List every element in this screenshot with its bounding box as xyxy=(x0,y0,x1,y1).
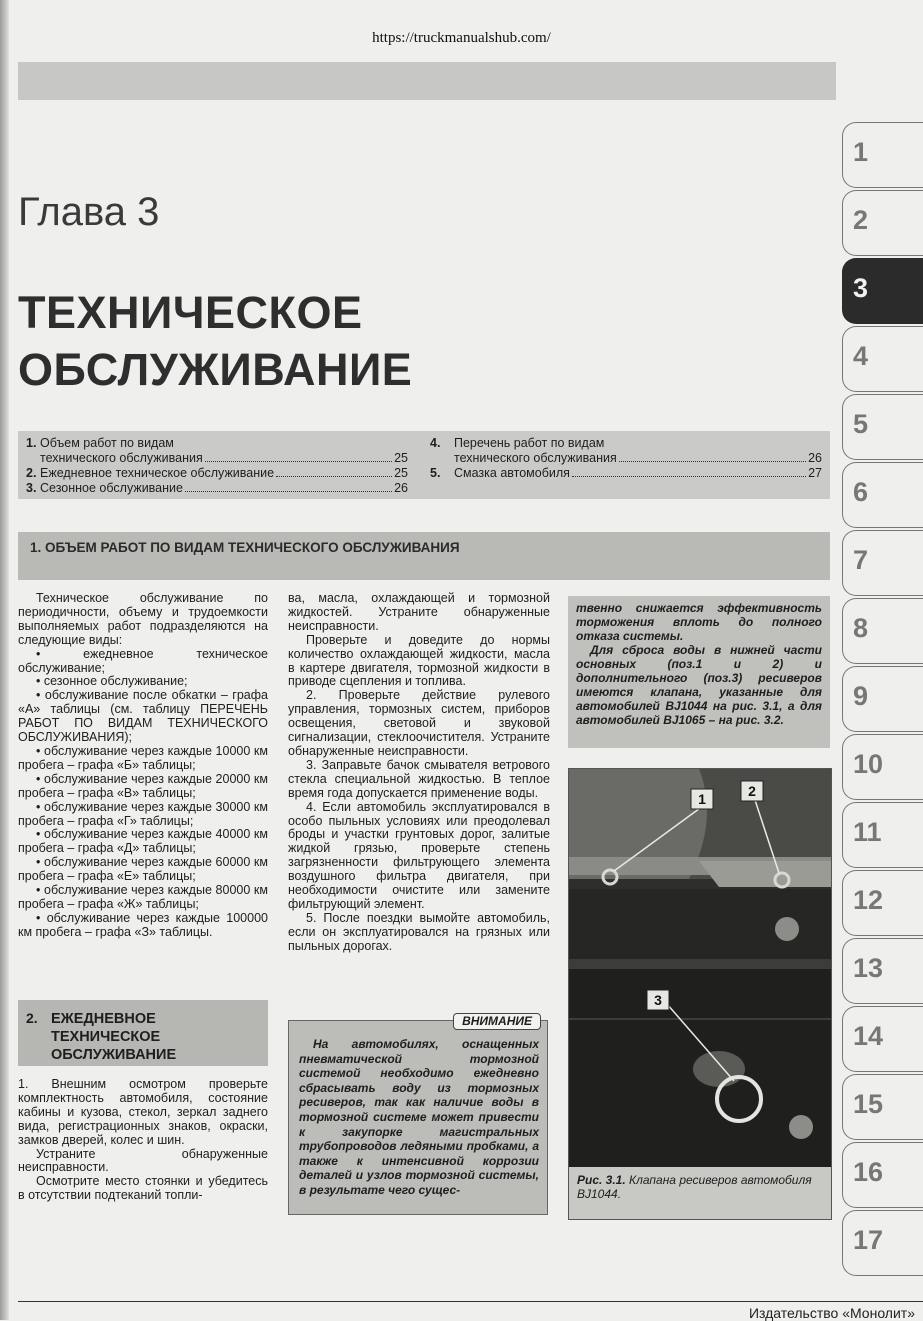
toc-page: 25 xyxy=(394,466,408,480)
tab-chapter-14[interactable]: 14 xyxy=(842,1006,923,1072)
section-1-header xyxy=(18,532,830,580)
toc-left-column xyxy=(26,436,408,496)
source-url[interactable]: https://truckmanualshub.com/ xyxy=(372,30,551,46)
toc-item-1-line2: технического обслуживания 25 xyxy=(40,451,408,465)
list-item: • обслуживание через каждые 20000 км пробега – графа «В» таблицы; xyxy=(18,771,268,800)
paragraph: 4. Если автомобиль эксплуатировался в особо пыльных условиях или преодолевал броды и участки грунтовых дорог, залитые жидкой грязью, проверьте степень загрязненности фильтрующего элемента воздушного фильтра двигателя, при необходимости очистите или замените фильтрующий элемент. xyxy=(288,799,550,911)
column-a-section-2-text xyxy=(18,1078,268,1203)
column-b-text xyxy=(288,592,550,954)
watermark-logo xyxy=(789,1115,813,1139)
tab-chapter-13[interactable]: 13 xyxy=(842,938,923,1004)
tab-chapter-7[interactable]: 7 xyxy=(842,530,923,596)
paragraph: твенно снижается эффективность торможения вплоть до полного отказа системы. xyxy=(576,601,822,643)
tab-chapter-11[interactable]: 11 xyxy=(842,802,923,868)
callout-2-label: 2 xyxy=(748,783,756,799)
toc-item-2[interactable]: 2. Ежедневное техническое обслуживание 25 xyxy=(26,466,408,480)
paragraph: ва, масла, охлаждающей и тормозной жидкостей. Устраните обнаруженные неисправности. xyxy=(288,591,550,633)
tab-chapter-16[interactable]: 16 xyxy=(842,1142,923,1208)
tab-chapter-1[interactable]: 1 xyxy=(842,122,923,188)
toc-page: 26 xyxy=(394,481,408,495)
publisher-name: Издательство «Монолит» xyxy=(748,1305,915,1321)
figure-3-1 xyxy=(568,768,832,1220)
paragraph: 3. Заправьте бачок смывателя ветрового стекла специальной жидкостью. В теплое время года допускается применение воды. xyxy=(288,757,550,800)
toc-right-column xyxy=(430,436,822,481)
tab-chapter-8[interactable]: 8 xyxy=(842,598,923,664)
paragraph: Для сброса воды в нижней части основных (поз.1 и 2) и дополнительного (поз.3) ресиверов имеются клапана, указанные для автомобилей BJ1044 на рис. 3.1, а для автомобилей BJ1065 – на рис. 3.2. xyxy=(576,643,822,727)
paragraph: 1. Внешним осмотром проверьте комплектность автомобиля, состояние кабины и кузова, стекол, зеркал заднего вида, регистрационных знаков, окраски, замков дверей, колес и шин. xyxy=(18,1077,268,1147)
watermark-logo xyxy=(775,917,799,941)
tab-chapter-15[interactable]: 15 xyxy=(842,1074,923,1140)
warning-box xyxy=(288,1014,548,1215)
tab-chapter-3[interactable]: 3 xyxy=(842,258,923,324)
callout-1-label: 1 xyxy=(698,791,706,807)
paragraph: Техническое обслуживание по периодичности, объему и трудоемкости выполняемых работ подразделяются на следующие виды: xyxy=(18,591,268,647)
callout-3-label: 3 xyxy=(654,992,662,1008)
tab-chapter-9[interactable]: 9 xyxy=(842,666,923,732)
tab-chapter-10[interactable]: 10 xyxy=(842,734,923,800)
section-2-number: 2. xyxy=(26,1010,38,1026)
toc-item-4-line2: технического обслуживания 26 xyxy=(454,451,822,465)
title-line-1: ТЕХНИЧЕСКОЕ xyxy=(18,287,363,338)
header-band xyxy=(18,62,836,100)
section-2-header xyxy=(18,1000,268,1066)
paragraph: Осмотрите место стоянки и убедитесь в отсутствии подтеканий топли- xyxy=(18,1174,268,1203)
warning-heading: ВНИМАНИЕ xyxy=(453,1013,541,1030)
column-c-note xyxy=(568,596,830,748)
list-item: • обслуживание через каждые 40000 км пробега – графа «Д» таблицы; xyxy=(18,827,268,856)
warning-text: На автомобилях, оснащенных пневматической тормозной системой необходимо ежедневно сбрасывать воду из тормозных ресиверов, так как наличие воды в тормозной системе может привести к закупорке магистральных трубопроводов ледяными пробками, а также к интенсивной коррозии деталей и узлов тормозной системы, в результате чего сущес- xyxy=(299,1037,539,1197)
page-binding-shadow xyxy=(0,0,9,1320)
paragraph: Проверьте и доведите до нормы количество охлаждающей жидкости, масла в картере двигателя, тормозной жидкости в приводе сцепления и топлива. xyxy=(288,632,550,689)
list-item: • обслуживание после обкатки – графа «А» таблицы (см. таблицу ПЕРЕЧЕНЬ РАБОТ ПО ВИДАМ ТЕХНИЧЕСКОГО ОБСЛУЖИВАНИЯ); xyxy=(18,688,268,745)
figure-caption: Рис. 3.1. Клапана ресиверов автомобиля BJ1044. xyxy=(577,1173,812,1201)
section-2-title: ЕЖЕДНЕВНОЕ ТЕХНИЧЕСКОЕ ОБСЛУЖИВАНИЕ xyxy=(51,1011,177,1063)
list-item: • обслуживание через каждые 80000 км пробега – графа «Ж» таблицы; xyxy=(18,883,268,911)
list-item: • обслуживание через каждые 10000 км пробега – графа «Б» таблицы; xyxy=(18,743,268,772)
list-item: • обслуживание через каждые 30000 км пробега – графа «Г» таблицы; xyxy=(18,799,268,828)
title-line-2: ОБСЛУЖИВАНИЕ xyxy=(18,344,413,395)
paragraph: Устраните обнаруженные неисправности. xyxy=(18,1146,268,1175)
section-1-title: 1. ОБЪЕМ РАБОТ ПО ВИДАМ ТЕХНИЧЕСКОГО ОБСЛУЖИВАНИЯ xyxy=(30,540,460,555)
list-item: • обслуживание через каждые 100000 км пробега – графа «З» таблицы. xyxy=(18,910,268,939)
column-a-text xyxy=(18,592,268,940)
toc-page: 27 xyxy=(808,466,822,480)
tab-chapter-17[interactable]: 17 xyxy=(842,1210,923,1276)
paragraph: 5. После поездки вымойте автомобиль, если он эксплуатировался на грязных или пыльных дорогах. xyxy=(288,910,550,953)
tab-chapter-5[interactable]: 5 xyxy=(842,394,923,460)
tab-chapter-6[interactable]: 6 xyxy=(842,462,923,528)
table-of-contents xyxy=(18,431,830,499)
chapter-label: Глава 3 xyxy=(18,190,160,234)
list-item: • сезонное обслуживание; xyxy=(36,674,188,689)
receiver-valves-photo xyxy=(569,769,831,1167)
list-item: • ежедневное техническое обслуживание; xyxy=(18,646,268,675)
toc-item-3[interactable]: 3. Сезонное обслуживание 26 xyxy=(26,481,408,495)
tab-chapter-4[interactable]: 4 xyxy=(842,326,923,392)
toc-item-1[interactable]: 1. Объем работ по видам xyxy=(26,436,174,450)
toc-page: 26 xyxy=(808,451,822,465)
tab-chapter-2[interactable]: 2 xyxy=(842,190,923,256)
toc-item-4[interactable]: 4. Перечень работ по видам xyxy=(430,436,605,450)
paragraph: 2. Проверьте действие рулевого управления, тормозных систем, приборов освещения, световой и звуковой сигнализации, стеклоочистителя. Устраните обнаруженные неисправности. xyxy=(288,688,550,758)
list-item: • обслуживание через каждые 60000 км пробега – графа «Е» таблицы; xyxy=(18,855,268,884)
toc-page: 25 xyxy=(394,451,408,465)
toc-item-5[interactable]: 5. Смазка автомобиля 27 xyxy=(430,466,822,480)
chapter-title xyxy=(18,284,412,398)
footer-divider xyxy=(18,1301,923,1302)
tab-chapter-12[interactable]: 12 xyxy=(842,870,923,936)
